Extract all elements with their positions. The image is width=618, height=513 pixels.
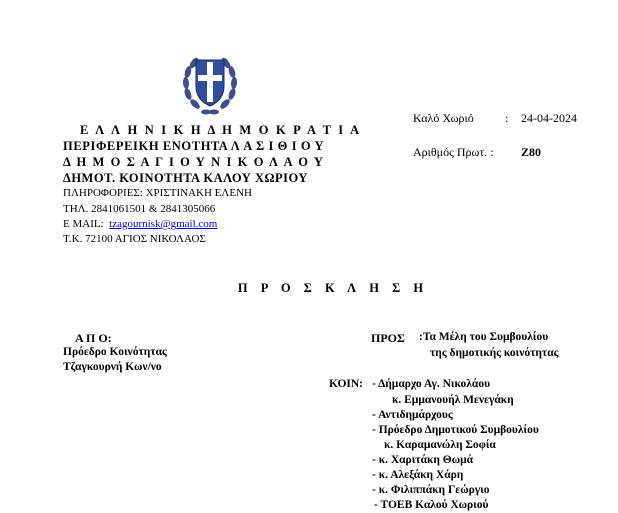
contact-phone: ΤΗΛ. 2841061501 & 2841305066 (63, 203, 216, 215)
header-line-country: Ε Λ Λ Η Ν Ι Κ Η Δ Η Μ Ο Κ Ρ Α Τ Ι Α (80, 123, 362, 137)
document-date: 24-04-2024 (521, 111, 577, 125)
cc-item: κ. Εμμανουήλ Μενεγάκη (392, 394, 514, 406)
cc-item: - Πρόεδρο Δημοτικού Συμβουλίου (372, 424, 539, 436)
email-link[interactable]: tzagournisk@gmail.com (109, 218, 218, 230)
protocol-number: Ζ80 (521, 145, 542, 159)
cc-item: - κ. Χαριτάκη Θωμά (372, 454, 474, 466)
from-label: Α Π Ο: (75, 331, 112, 345)
cc-item: - Αντιδημάρχους (372, 409, 453, 421)
email-label: E MAIL: (63, 218, 104, 230)
cc-item: - ΤΟΕΒ Καλού Χωριού (374, 499, 489, 511)
cc-item: - κ. Αλεξάκη Χάρη (372, 469, 464, 481)
cc-item: - κ. Φιλιππάκη Γεώργιο (372, 484, 490, 496)
to-label: ΠΡΟΣ (371, 331, 405, 345)
document-title: Π Ρ Ο Σ Κ Λ Η Σ Η (237, 281, 429, 295)
from-line-2: Τζαγκουρνή Κων/νο (63, 361, 162, 373)
contact-postal: Τ.Κ. 72100 ΑΓΙΟΣ ΝΙΚΟΛΑΟΣ (63, 233, 206, 245)
date-separator: : (505, 111, 509, 125)
protocol-label: Αριθμός Πρωτ. : (413, 145, 494, 159)
header-line-municipality: Δ Η Μ Ο Σ Α Γ Ι Ο Υ Ν Ι Κ Ο Λ Α Ο Υ (63, 155, 325, 169)
header-line-community: ΔΗΜΟΤ. ΚΟΙΝΟΤΗΤΑ ΚΑΛΟΥ ΧΩΡΙΟΥ (63, 171, 308, 185)
contact-email-line (63, 218, 217, 230)
from-line-1: Πρόεδρο Κοινότητας (63, 346, 167, 358)
greek-emblem-icon (178, 48, 242, 120)
contact-info: ΠΛΗΡΟΦΟΡΙΕΣ: ΧΡΙΣΤΙΝΑΚΗ ΕΛΕΝΗ (63, 187, 252, 199)
cc-item: - Δήμαρχο Αγ. Νικολάου (372, 378, 491, 390)
header-line-region: ΠΕΡΙΦΕΡΕΙΚΗ ΕΝΟΤΗΤΑ Λ Α Σ Ι Θ Ι Ο Υ (63, 139, 325, 153)
to-line-1: :Τα Μέλη του Συμβουλίου (419, 331, 549, 343)
to-line-2: της δημοτικής κοινότητας (430, 347, 559, 359)
cc-item: κ. Καραμανώλη Σοφία (384, 439, 496, 451)
place-name: Καλό Χωριό (413, 111, 474, 125)
cc-label: ΚΟΙΝ: (329, 378, 364, 390)
